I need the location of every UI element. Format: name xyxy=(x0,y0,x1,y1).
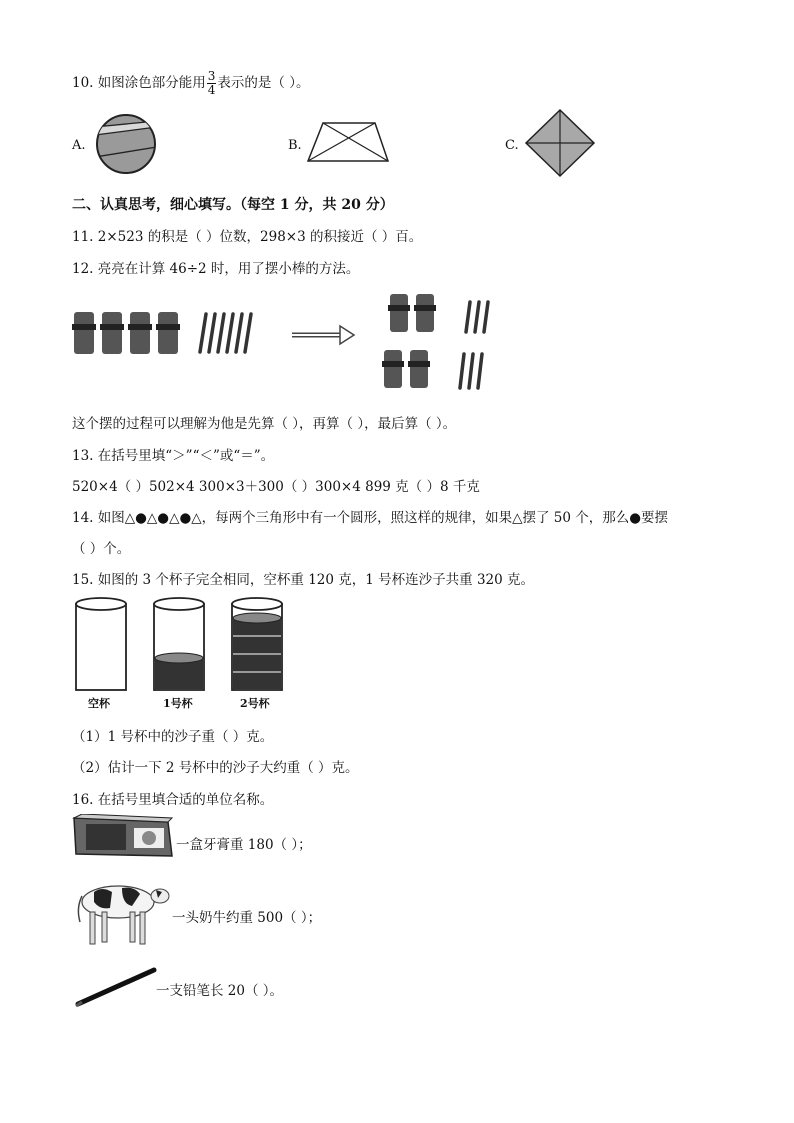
cup-label-empty: 空杯 xyxy=(88,697,110,710)
option-b-label: B. xyxy=(288,138,302,153)
q15-sub1: （1）1 号杯中的沙子重（ ）克。 xyxy=(72,729,274,745)
q16-item-cow: 一头奶牛约重 500（ ）； xyxy=(172,910,322,926)
option-a-shaded-circle xyxy=(95,113,157,175)
cup-one-icon xyxy=(154,598,204,690)
option-a-label: A. xyxy=(72,138,86,153)
fraction-denominator: 4 xyxy=(207,83,216,97)
right-arrow-icon xyxy=(292,326,354,344)
q15-sub2: （2）估计一下 2 号杯中的沙子大约重（ ）克。 xyxy=(72,760,359,776)
q12-text: 12. 亮亮在计算 46÷2 时，用了摆小棒的方法。 xyxy=(72,261,360,277)
cup-label-two: 2号杯 xyxy=(240,697,270,710)
pencil-icon xyxy=(74,964,158,1010)
q10-prefix: 10. 如图涂色部分能用 xyxy=(72,75,206,91)
q14-line1: 14. 如图△●△●△●△，每两个三角形中有一个圆形，照这样的规律，如果△摆了 50 个，那么●要摆 xyxy=(72,510,669,526)
q16-item-toothpaste: 一盒牙膏重 180（ ）； xyxy=(176,837,312,853)
q16-item-pencil: 一支铅笔长 20（ ）。 xyxy=(156,983,284,999)
q13-text: 13. 在括号里填“＞”“＜”或“＝”。 xyxy=(72,448,275,464)
fraction-numerator: 3 xyxy=(207,69,216,83)
q16-text: 16. 在括号里填合适的单位名称。 xyxy=(72,792,274,808)
cow-icon xyxy=(72,878,172,948)
q14-line2: （ ）个。 xyxy=(72,541,131,557)
bundle-icon xyxy=(72,312,180,354)
q10-suffix: 表示的是（ ）。 xyxy=(217,75,310,91)
three-cups-illustration xyxy=(72,596,302,694)
q11-text: 11. 2×523 的积是（ ）位数，298×3 的积接近（ ）百。 xyxy=(72,229,423,245)
q12-answer-line: 这个摆的过程可以理解为他是先算（ ），再算（ ），最后算（ ）。 xyxy=(72,416,457,432)
option-b-trapezoid xyxy=(305,120,391,164)
toothpaste-box-icon xyxy=(72,814,176,860)
q10-line xyxy=(72,70,309,97)
empty-cup-icon xyxy=(76,598,126,690)
q13-compare-line: 520×4（ ）502×4 300×3＋300（ ）300×4 899 克（ ）8 千克 xyxy=(72,479,480,495)
fraction-three-quarters xyxy=(207,70,217,97)
cup-two-icon xyxy=(232,598,282,690)
cup-label-one: 1号杯 xyxy=(163,697,193,710)
stick-bundle-illustration xyxy=(72,288,502,392)
option-c-shaded-square xyxy=(524,108,596,178)
option-c-label: C. xyxy=(505,138,519,153)
q15-text: 15. 如图的 3 个杯子完全相同，空杯重 120 克，1 号杯连沙子共重 320 克。 xyxy=(72,572,535,588)
section-two-title: 二、认真思考，细心填写。（每空 1 分，共 20 分） xyxy=(72,197,394,213)
